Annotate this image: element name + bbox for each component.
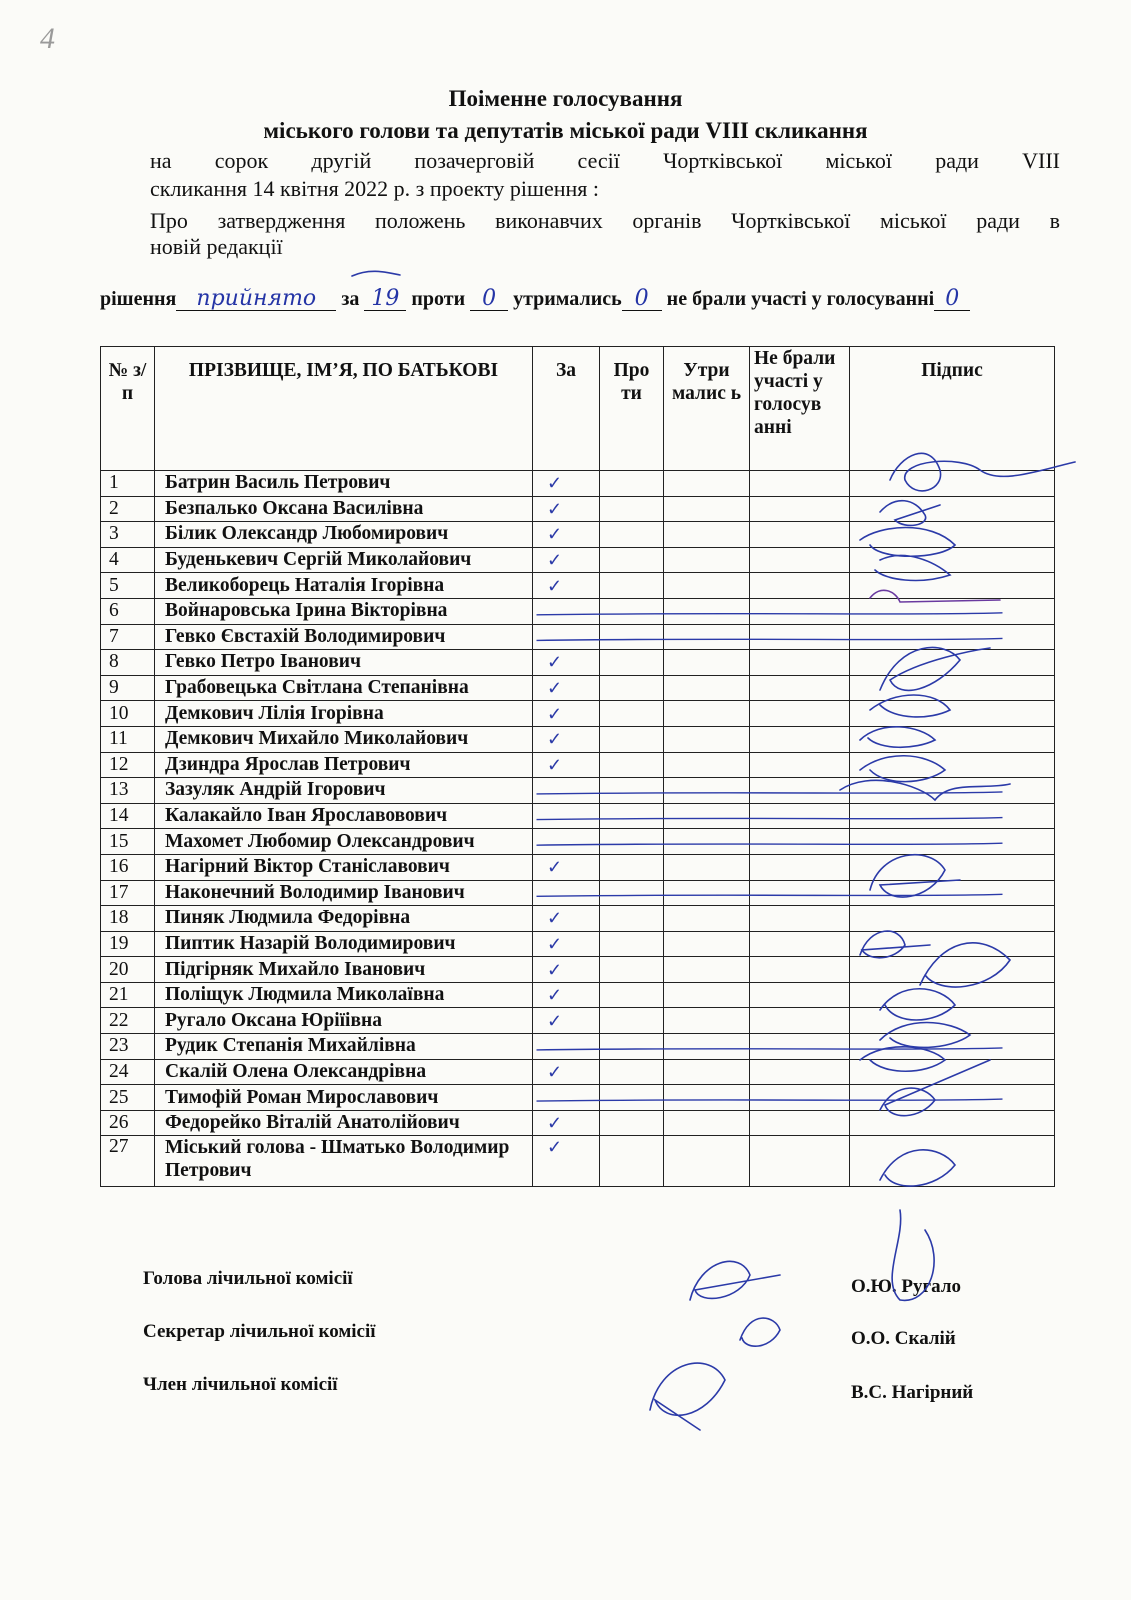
row-number: 14	[101, 803, 155, 829]
for-label: за	[341, 288, 360, 310]
row-number: 4	[101, 547, 155, 573]
commission-member-role: Член лічильної комісії	[143, 1374, 338, 1395]
signature-22	[860, 1047, 945, 1071]
signature-4	[875, 555, 950, 580]
member-name: Нагірний Віктор Станіславович	[155, 854, 533, 880]
absent-dash	[537, 1048, 1003, 1050]
signature-19	[920, 943, 1010, 987]
session-line-1: на сорок другій позачерговій сесії Чортківської міської ради VIII	[150, 148, 1060, 173]
row-number: 23	[101, 1034, 155, 1060]
signature-12	[840, 780, 1010, 800]
vote-for-mark: ✓	[533, 701, 600, 727]
member-name: Рудик Степанія Михайлівна	[155, 1034, 533, 1060]
row-number: 6	[101, 598, 155, 624]
member-name: Калакайло Іван Ярославовович	[155, 803, 533, 829]
vote-for-mark: ✓	[533, 752, 600, 778]
chair-signature	[690, 1261, 780, 1300]
vote-for-mark: ✓	[533, 1110, 600, 1136]
vote-for-mark: ✓	[533, 982, 600, 1008]
session-line-2: скликання 14 квітня 2022 р. з проекту рішення :	[150, 176, 600, 201]
header-for: За	[533, 347, 600, 471]
signature-11	[860, 756, 945, 782]
member-name: Скалій Олена Олександрівна	[155, 1059, 533, 1085]
signature-27	[892, 1210, 934, 1300]
vote-for-mark: ✓	[533, 726, 600, 752]
row-number: 22	[101, 1008, 155, 1034]
vote-for-mark: ✓	[533, 573, 600, 599]
member-name: Батрин Василь Петрович	[155, 471, 533, 497]
header-number: № з/п	[101, 347, 155, 471]
document-title: Поіменне голосування	[448, 86, 683, 111]
against-value: 0	[470, 288, 508, 311]
member-name: Безпалько Оксана Василівна	[155, 496, 533, 522]
absent-dash	[537, 843, 1003, 845]
member-name: Демкович Михайло Миколайович	[155, 726, 533, 752]
signature-9	[870, 695, 950, 717]
member-name: Наконечний Володимир Іванович	[155, 880, 533, 906]
project-line-2: новій редакції	[150, 234, 283, 259]
vote-for-mark: ✓	[533, 931, 600, 957]
absent-value: 0	[934, 288, 970, 311]
commission-chair-name: О.Ю. Ругало	[851, 1276, 961, 1297]
signature-26	[880, 1150, 955, 1186]
member-name: Демкович Лілія Ігорівна	[155, 701, 533, 727]
signature-1	[890, 453, 1075, 491]
member-signature	[650, 1363, 725, 1430]
member-name: Білик Олександр Любомирович	[155, 522, 533, 548]
abstained-label: утримались	[513, 288, 622, 310]
commission-secretary-role: Секретар лічильної комісії	[143, 1321, 376, 1342]
row-number: 7	[101, 624, 155, 650]
signature-2	[880, 501, 940, 526]
row-number: 10	[101, 701, 155, 727]
row-number: 1	[101, 471, 155, 497]
row-number: 16	[101, 854, 155, 880]
member-name: Пиптик Назарій Володимирович	[155, 931, 533, 957]
member-name: Пиняк Людмила Федорівна	[155, 906, 533, 932]
row-number: 25	[101, 1085, 155, 1111]
member-name: Гевко Петро Іванович	[155, 650, 533, 676]
signature-3	[860, 528, 955, 557]
absent-dash	[537, 613, 1003, 615]
member-name: Підгірняк Михайло Іванович	[155, 957, 533, 983]
absent-dash	[537, 894, 1003, 896]
vote-for-mark: ✓	[533, 675, 600, 701]
member-name: Великоборець Наталія Ігорівна	[155, 573, 533, 599]
signature-18	[860, 931, 930, 958]
row-number: 18	[101, 906, 155, 932]
signature-scribbles	[352, 271, 1075, 1430]
project-line-1: Про затвердження положень виконавчих органів Чортківської міської ради в	[150, 208, 1060, 233]
row-number: 27	[101, 1136, 155, 1187]
decision-underline-flourish	[352, 271, 400, 276]
header-signature: Підпис	[850, 347, 1055, 471]
header-absent: Не брали участі у голосув анні	[750, 347, 850, 471]
signature-8	[880, 648, 990, 691]
member-name: Поліщук Людмила Миколаївна	[155, 982, 533, 1008]
absent-dash	[537, 638, 1003, 640]
vote-for-mark: ✓	[533, 1136, 600, 1187]
member-name: Грабовецька Світлана Степанівна	[155, 675, 533, 701]
row-number: 26	[101, 1110, 155, 1136]
row-number: 11	[101, 726, 155, 752]
row-number: 20	[101, 957, 155, 983]
member-name: Войнаровська Ірина Вікторівна	[155, 598, 533, 624]
absent-dash-strokes	[537, 613, 1003, 1101]
absent-label: не брали участі у голосуванні	[666, 288, 935, 310]
row-number: 15	[101, 829, 155, 855]
row-number: 8	[101, 650, 155, 676]
member-name: Махомет Любомир Олександрович	[155, 829, 533, 855]
decision-label: рішення	[100, 288, 177, 310]
signature-5	[870, 590, 1000, 602]
vote-for-mark: ✓	[533, 854, 600, 880]
row-number: 13	[101, 778, 155, 804]
vote-for-mark: ✓	[533, 1059, 600, 1085]
row-number: 17	[101, 880, 155, 906]
commission-chair-role: Голова лічильної комісії	[143, 1268, 353, 1289]
header-abstained: Утри малис ь	[664, 347, 750, 471]
signature-21	[880, 1023, 970, 1048]
row-number: 9	[101, 675, 155, 701]
vote-for-mark: ✓	[533, 1008, 600, 1034]
row-number: 12	[101, 752, 155, 778]
secretary-signature	[740, 1318, 780, 1346]
signature-24	[880, 1060, 990, 1116]
signature-10	[860, 727, 935, 747]
member-name: Міський голова - Шматько Володимир Петрович	[155, 1136, 533, 1187]
member-name: Гевко Євстахій Володимирович	[155, 624, 533, 650]
member-name: Тимофій Роман Мирославович	[155, 1085, 533, 1111]
decision-value: прийнято	[176, 288, 336, 311]
against-label: проти	[411, 288, 466, 310]
member-name: Федорейко Віталій Анатолійович	[155, 1110, 533, 1136]
page-number: 4	[40, 22, 55, 55]
member-name: Зазуляк Андрій Ігорович	[155, 778, 533, 804]
member-name: Буденькевич Сергій Миколайович	[155, 547, 533, 573]
absent-dash	[537, 792, 1003, 794]
for-value: 19	[364, 288, 406, 311]
row-number: 19	[101, 931, 155, 957]
commission-member-name: В.С. Нагірний	[851, 1382, 974, 1403]
row-number: 21	[101, 982, 155, 1008]
header-against: Про ти	[600, 347, 664, 471]
absent-dash	[537, 1099, 1003, 1101]
vote-for-mark: ✓	[533, 957, 600, 983]
header-name: ПРІЗВИЩЕ, ІМ’Я, ПО БАТЬКОВІ	[155, 347, 533, 471]
signature-20	[880, 989, 955, 1020]
document-subtitle: міського голови та депутатів міської ради VIII скликання	[263, 118, 868, 143]
abstained-value: 0	[622, 288, 662, 311]
vote-for-mark: ✓	[533, 471, 600, 497]
vote-for-mark: ✓	[533, 496, 600, 522]
commission-secretary-name: О.О. Скалій	[851, 1328, 956, 1349]
member-name: Ругало Оксана Юріїівна	[155, 1008, 533, 1034]
vote-for-mark: ✓	[533, 522, 600, 548]
signature-16	[870, 855, 960, 897]
vote-for-mark: ✓	[533, 650, 600, 676]
row-number: 3	[101, 522, 155, 548]
row-number: 24	[101, 1059, 155, 1085]
absent-dash	[537, 818, 1003, 820]
row-number: 2	[101, 496, 155, 522]
member-name: Дзиндра Ярослав Петрович	[155, 752, 533, 778]
row-number: 5	[101, 573, 155, 599]
vote-for-mark: ✓	[533, 906, 600, 932]
vote-for-mark: ✓	[533, 547, 600, 573]
